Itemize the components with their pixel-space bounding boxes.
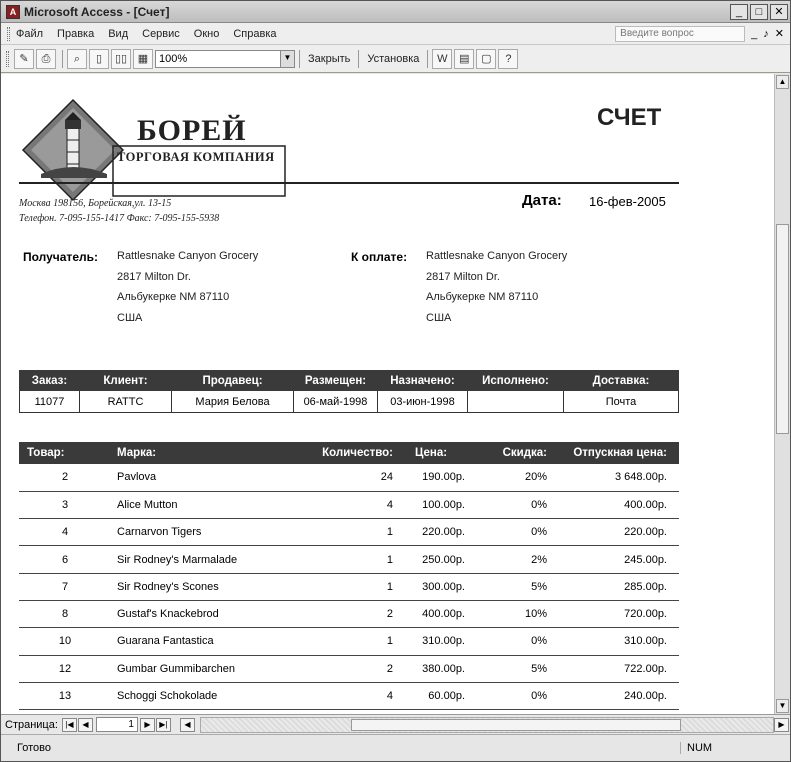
company-address bbox=[19, 196, 219, 226]
item-id: 4 bbox=[19, 519, 111, 546]
item-price: 250.00р. bbox=[397, 546, 471, 573]
menu-grip[interactable] bbox=[7, 27, 10, 41]
menu-view[interactable]: Вид bbox=[108, 27, 129, 40]
item-brand: Schoggi Schokolade bbox=[111, 682, 301, 709]
item-brand: Guarana Fantastica bbox=[111, 628, 301, 655]
last-page-icon[interactable]: ▶| bbox=[156, 718, 171, 732]
one-page-icon[interactable]: ▯ bbox=[89, 49, 109, 69]
recipient-address bbox=[117, 246, 258, 328]
items-table bbox=[19, 442, 679, 710]
item-id: 2 bbox=[19, 464, 111, 491]
item-price: 300.00р. bbox=[397, 573, 471, 600]
items-col-header: Товар: bbox=[19, 442, 111, 464]
vertical-scrollbar[interactable] bbox=[774, 74, 790, 714]
item-total: 220.00р. bbox=[557, 519, 679, 546]
mdi-close-button[interactable]: ✕ bbox=[774, 28, 784, 40]
help-icon[interactable]: ? bbox=[498, 49, 518, 69]
status-bar bbox=[1, 734, 790, 761]
item-id: 6 bbox=[19, 546, 111, 573]
office-links-icon[interactable]: W bbox=[432, 49, 452, 69]
item-qty: 1 bbox=[301, 546, 397, 573]
close-preview-button[interactable]: Закрыть bbox=[308, 52, 351, 65]
items-col-header: Марка: bbox=[111, 442, 301, 464]
item-total: 310.00р. bbox=[557, 628, 679, 655]
payment-line: Альбукерке NM 87110 bbox=[426, 291, 539, 303]
payment-line: 2817 Milton Dr. bbox=[426, 270, 500, 283]
date-label: Дата: bbox=[522, 192, 562, 209]
item-total: 720.00р. bbox=[557, 600, 679, 627]
order-col-header: Клиент: bbox=[80, 371, 172, 391]
item-id: 10 bbox=[19, 628, 111, 655]
item-price: 400.00р. bbox=[397, 600, 471, 627]
mdi-restore-button[interactable]: ♪ bbox=[763, 27, 769, 40]
horizontal-scroll-thumb[interactable] bbox=[351, 719, 681, 731]
payment-label: К оплате: bbox=[351, 250, 408, 264]
item-discount: 0% bbox=[471, 519, 557, 546]
items-header-row bbox=[19, 442, 679, 464]
multiple-pages-icon[interactable]: ▦ bbox=[133, 49, 153, 69]
item-total: 3 648.00р. bbox=[557, 464, 679, 491]
recipient-line: Rattlesnake Canyon Grocery bbox=[117, 250, 259, 262]
menu-tools[interactable]: Сервис bbox=[142, 27, 180, 40]
page-number-input[interactable]: 1 bbox=[96, 717, 138, 732]
help-question-input[interactable]: Введите вопрос bbox=[615, 26, 745, 42]
item-brand: Sir Rodney's Scones bbox=[111, 573, 301, 600]
chevron-down-icon[interactable]: ▼ bbox=[280, 51, 294, 67]
vertical-scroll-thumb[interactable] bbox=[776, 224, 789, 434]
table-row bbox=[19, 573, 679, 600]
phone-line: Телефон. 7-095-155-1417 Факс: 7-095-155-5938 bbox=[19, 213, 220, 224]
order-table bbox=[19, 370, 679, 413]
item-brand: Sir Rodney's Marmalade bbox=[111, 546, 301, 573]
recipient-line: Альбукерке NM 87110 bbox=[117, 291, 230, 303]
table-row bbox=[19, 600, 679, 627]
order-id: 11077 bbox=[20, 391, 80, 413]
item-brand: Gumbar Gummibarchen bbox=[111, 655, 301, 682]
toolbar-grip[interactable] bbox=[6, 51, 9, 67]
item-price: 310.00р. bbox=[397, 628, 471, 655]
order-col-header: Доставка: bbox=[564, 371, 679, 391]
company-subtitle: ТОРГОВАЯ КОМПАНИЯ bbox=[117, 150, 275, 164]
payment-line: Rattlesnake Canyon Grocery bbox=[426, 250, 568, 262]
items-col-header: Количество: bbox=[301, 442, 397, 464]
title-bar[interactable] bbox=[1, 1, 790, 23]
page-setup-button[interactable]: Установка bbox=[367, 52, 420, 65]
payment-address bbox=[426, 246, 567, 328]
database-window-icon[interactable]: ▤ bbox=[454, 49, 474, 69]
item-discount: 0% bbox=[471, 682, 557, 709]
minimize-button[interactable]: _ bbox=[730, 4, 748, 20]
next-page-icon[interactable]: ▶ bbox=[140, 718, 155, 732]
previous-page-icon[interactable]: ◀ bbox=[78, 718, 93, 732]
menu-window[interactable]: Окно bbox=[193, 27, 220, 40]
zoom-icon[interactable]: ⌕ bbox=[67, 49, 87, 69]
item-discount: 0% bbox=[471, 628, 557, 655]
order-col-header: Продавец: bbox=[172, 371, 294, 391]
toolbar-separator bbox=[62, 50, 63, 68]
table-row bbox=[19, 682, 679, 709]
order-placed: 06-май-1998 bbox=[294, 391, 378, 413]
payment-line: США bbox=[426, 311, 452, 324]
order-header-row bbox=[20, 371, 679, 391]
item-discount: 0% bbox=[471, 491, 557, 518]
recipient-line: 2817 Milton Dr. bbox=[117, 270, 191, 283]
item-discount: 2% bbox=[471, 546, 557, 573]
items-col-header: Отпускная цена: bbox=[557, 442, 679, 464]
company-name: БОРЕЙ bbox=[137, 114, 247, 147]
table-row bbox=[19, 628, 679, 655]
table-row bbox=[19, 546, 679, 573]
toolbar-separator bbox=[427, 50, 428, 68]
two-pages-icon[interactable]: ▯▯ bbox=[111, 49, 131, 69]
table-row bbox=[19, 655, 679, 682]
date-value: 16-фев-2005 bbox=[589, 194, 666, 209]
scroll-up-icon[interactable]: ▲ bbox=[776, 75, 789, 89]
design-view-icon[interactable]: ✎ bbox=[14, 49, 34, 69]
report-title: СЧЕТ bbox=[597, 104, 662, 131]
item-price: 220.00р. bbox=[397, 519, 471, 546]
item-id: 12 bbox=[19, 655, 111, 682]
toolbar-separator bbox=[358, 50, 359, 68]
item-qty: 24 bbox=[301, 464, 397, 491]
menu-file[interactable]: Файл bbox=[16, 27, 44, 40]
first-page-icon[interactable]: |◀ bbox=[62, 718, 77, 732]
table-row bbox=[19, 491, 679, 518]
item-discount: 5% bbox=[471, 573, 557, 600]
item-brand: Carnarvon Tigers bbox=[111, 519, 301, 546]
item-id: 13 bbox=[19, 682, 111, 709]
item-price: 380.00р. bbox=[397, 655, 471, 682]
window-title: Microsoft Access - [Счет] bbox=[24, 4, 170, 19]
item-price: 100.00р. bbox=[397, 491, 471, 518]
order-col-header: Исполнено: bbox=[468, 371, 564, 391]
mdi-minimize-button[interactable]: _ bbox=[751, 27, 758, 40]
item-id: 8 bbox=[19, 600, 111, 627]
item-total: 722.00р. bbox=[557, 655, 679, 682]
address-line: Москва 198156, Борейская,ул. 13-15 bbox=[19, 198, 172, 209]
zoom-select[interactable] bbox=[155, 50, 295, 68]
horizontal-scrollbar[interactable] bbox=[200, 717, 774, 733]
item-total: 400.00р. bbox=[557, 491, 679, 518]
access-key-icon[interactable]: A bbox=[6, 5, 20, 19]
item-brand: Alice Mutton bbox=[111, 491, 301, 518]
order-due: 03-июн-1998 bbox=[378, 391, 468, 413]
item-id: 7 bbox=[19, 573, 111, 600]
menu-edit[interactable]: Правка bbox=[57, 27, 95, 40]
order-col-header: Назначено: bbox=[378, 371, 468, 391]
item-qty: 2 bbox=[301, 655, 397, 682]
table-row bbox=[19, 464, 679, 491]
header-divider bbox=[19, 182, 679, 184]
num-lock-indicator: NUM bbox=[680, 742, 790, 754]
item-total: 240.00р. bbox=[557, 682, 679, 709]
print-preview-toolbar bbox=[1, 45, 790, 73]
order-delivery: Почта bbox=[564, 391, 679, 413]
maximize-button[interactable]: □ bbox=[750, 4, 768, 20]
page-navigation-bar bbox=[1, 714, 790, 734]
item-id: 3 bbox=[19, 491, 111, 518]
item-discount: 5% bbox=[471, 655, 557, 682]
scroll-right-icon[interactable]: ▶ bbox=[774, 718, 789, 732]
item-discount: 10% bbox=[471, 600, 557, 627]
status-text: Готово bbox=[17, 742, 51, 754]
scroll-left-icon[interactable]: ◀ bbox=[180, 718, 195, 732]
order-shipped bbox=[468, 391, 564, 413]
items-col-header: Скидка: bbox=[471, 442, 557, 464]
item-qty: 1 bbox=[301, 628, 397, 655]
recipient-label: Получатель: bbox=[23, 250, 98, 264]
print-icon[interactable]: ⎙ bbox=[36, 49, 56, 69]
item-total: 285.00р. bbox=[557, 573, 679, 600]
item-total: 245.00р. bbox=[557, 546, 679, 573]
order-col-header: Заказ: bbox=[20, 371, 80, 391]
page-label: Страница: bbox=[5, 718, 58, 731]
item-brand: Gustaf's Knackebrod bbox=[111, 600, 301, 627]
item-discount: 20% bbox=[471, 464, 557, 491]
toolbar-separator bbox=[299, 50, 300, 68]
order-customer: RATTC bbox=[80, 391, 172, 413]
order-col-header: Размещен: bbox=[294, 371, 378, 391]
recipient-line: США bbox=[117, 311, 143, 324]
menu-bar bbox=[1, 23, 790, 45]
item-qty: 4 bbox=[301, 682, 397, 709]
item-qty: 1 bbox=[301, 573, 397, 600]
close-button[interactable]: ✕ bbox=[770, 4, 788, 20]
items-col-header: Цена: bbox=[397, 442, 471, 464]
item-qty: 2 bbox=[301, 600, 397, 627]
scroll-down-icon[interactable]: ▼ bbox=[776, 699, 789, 713]
order-row bbox=[20, 391, 679, 413]
zoom-value: 100% bbox=[159, 52, 188, 65]
table-row bbox=[19, 519, 679, 546]
item-price: 60.00р. bbox=[397, 682, 471, 709]
item-price: 190.00р. bbox=[397, 464, 471, 491]
item-qty: 1 bbox=[301, 519, 397, 546]
item-brand: Pavlova bbox=[111, 464, 301, 491]
item-qty: 4 bbox=[301, 491, 397, 518]
menu-help[interactable]: Справка bbox=[233, 27, 277, 40]
new-object-icon[interactable]: ▢ bbox=[476, 49, 496, 69]
report-preview bbox=[1, 74, 774, 714]
order-seller: Мария Белова bbox=[172, 391, 294, 413]
